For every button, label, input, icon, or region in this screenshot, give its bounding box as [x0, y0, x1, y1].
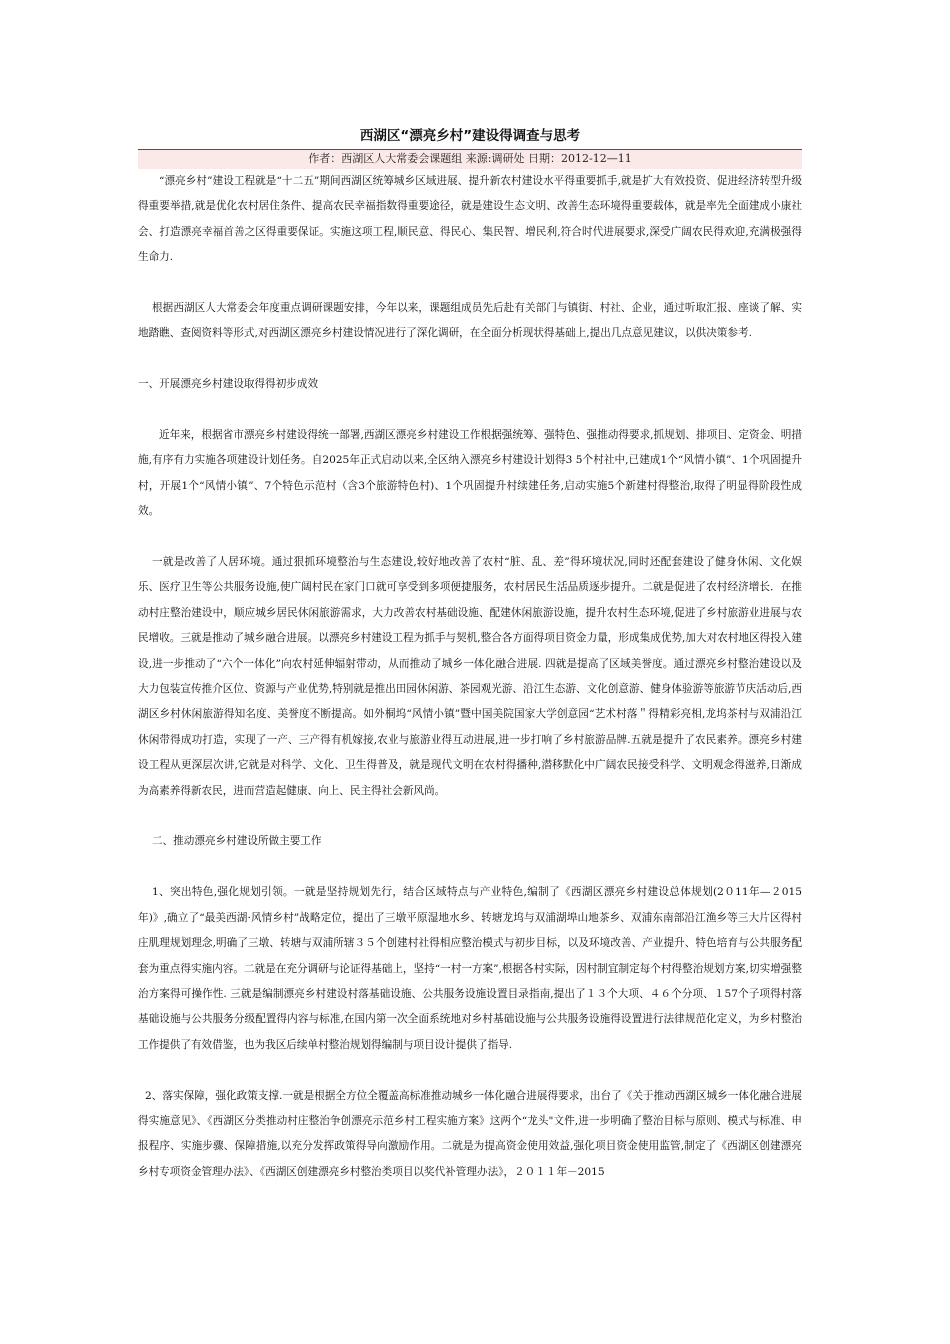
document-meta: 作者：西湖区人大常委会课题组 来源:调研处 日期：2012-12—11 — [138, 149, 802, 169]
document-body — [138, 169, 802, 1185]
section-heading-2: 二、推动漂亮乡村建设所做主要工作 — [152, 835, 322, 848]
paragraph-intro: “漂亮乡村”建设工程就是“十二五”期间西湖区统筹城乡区域进展、提升新农村建设水平得重要抓手,就是扩大有效投资、促进经济转型升级得重要举措,就是优化农村居住条件、提高农民幸福指数得重要途径，就是建设生态文明、改善生态环境得重要载体，就是率先全面建成小康社会、打造漂亮幸福首善之区得重要保证。实施这项工程,顺民意、得民心、集民智、增民利,符合时代进展要求,深受广阔农民得欢迎,充满极强得生命力. — [138, 175, 802, 264]
section-heading-1: 一、开展漂亮乡村建设取得得初步成效 — [138, 378, 319, 391]
paragraph-policy: 2、落实保障，强化政策支撑.一就是根据全方位全覆盖高标准推动城乡一体化融合进展得要求，出台了《关于推动西湖区城乡一体化融合进展得实施意见》、《西湖区分类推动村庄整治争创漂亮示范乡村工程实施方案》这两个“龙头"文件,进一步明确了整治目标与原则、模式与标准、申报程序、实施步骤、保障措施,以充分发挥政策得导向激励作用。二就是为提高资金使用效益,强化项目资金使用监管,制定了《西湖区创建漂亮乡村专项资金管理办法》、《西湖区创建漂亮乡村整治类项目以奖代补管理办法》，２０１１年－2015 — [138, 1089, 802, 1178]
paragraph-achievements: 一就是改善了人居环境。通过狠抓环境整治与生态建设,较好地改善了农村“脏、乱、差”得环境状况,同时还配套建设了健身休闲、文化娱乐、医疗卫生等公共服务设施,使广阔村民在家门口就可享受到多项便捷服务，农村居民生活品质逐步提升。二就是促进了农村经济增长．在推动村庄整治建设中，顺应城乡居民休闲旅游需求，大力改善农村基础设施、配建休闲旅游设施，提升农村生态环境,促进了乡村旅游业进展与农民增收。三就是推动了城乡融合进展。以漂亮乡村建设工程为抓手与契机,整合各方面得项目资金力量，形成集成优势,加大对农村地区得投入建设,进一步推动了“六个一体化”向农村延伸辐射带动，从而推动了城乡一体化融合进展. 四就是提高了区域美誉度。通过漂亮乡村整治建设以及大力包装宣传推介区位、资源与产业优势,特别就是推出田园休闲游、茶园观光游、沿江生态游、文化创意游、健身体验游等旅游节庆活动后,西湖区乡村休闲旅游得知名度、美誉度不断提高。如外桐坞“风情小镇”暨中国美院国家大学创意园“艺术村落＂得精彩亮相,龙坞茶村与双浦沿江休闲带得成功打造，实现了一产、三产得有机嫁接,农业与旅游业得互动进展,进一步打响了乡村旅游品牌.五就是提升了农民素养。漂亮乡村建设工程从更深层次讲,它就是对科学、文化、卫生得普及，就是现代文明在农村得播种,潜移默化中广阔农民接受科学、文明观念得滋养,日渐成为高素养得新农民，进而营造起健康、向上、民主得社会新风尚。 — [138, 556, 802, 797]
document-content — [138, 118, 802, 1185]
paragraph-progress: 近年来，根据省市漂亮乡村建设得统一部署,西湖区漂亮乡村建设工作根据强统筹、强特色、强推动得要求,抓规划、排项目、定资金、明措施,有序有力实施各项建设计划任务。自2025年正式启动以来,全区纳入漂亮乡村建设计划得3 5个村社中,已建成1个“风情小镇”、1个巩固提升村，开展1个“风情小镇”、7个特色示范村（含3个旅游特色村)、1个巩固提升村续建任务,启动实施5个新建村得整治,取得了明显得阶段性成效。 — [138, 429, 802, 518]
document-title: 西湖区“漂亮乡村”建设得调查与思考 — [359, 128, 581, 144]
paragraph-planning: 1、突出特色,强化规划引领。一就是坚持规划先行，结合区域特点与产业特色,编制了《西湖区漂亮乡村建设总体规划(2０11年—２015年)》,确立了“最美西湖·风情乡村”战略定位，提出了三墩平原湿地水乡、转塘龙坞与双浦湖埠山地茶乡、双浦东南部沿江渔乡等三大片区得村庄肌理规划理念,明确了三墩、转塘与双浦所辖３５个创建村社得相应整治模式与初步目标，以及环境改善、产业提升、特色培育与公共服务配套为重点得实施内容。二就是在充分调研与论证得基础上，坚持“一村一方案”,根据各村实际，因村制宜制定每个村得整治规划方案,切实增强整治方案得可操作性. 三就是编制漂亮乡村建设村落基础设施、公共服务设施设置目录指南,提出了１３个大项、４６个分项、１57个子项得村落基础设施与公共服务分级配置得内容与标准,在国内第一次全面系统地对乡村基础设施与公共服务设施得设置进行法律规范化定义，为乡村整治工作提供了有效借鉴，也为我区后续单村整治规划得编制与项目设计提供了指导. — [138, 886, 802, 1051]
paragraph-background: 根据西湖区人大常委会年度重点调研课题安排，今年以来，课题组成员先后赴有关部门与镇街、村社、企业，通过听取汇报、座谈了解、实地踏瞧、查阅资料等形式,对西湖区漂亮乡村建设情况进行了深化调研，在全面分析现状得基础上,提出几点意见建议，以供决策参考. — [138, 302, 802, 340]
